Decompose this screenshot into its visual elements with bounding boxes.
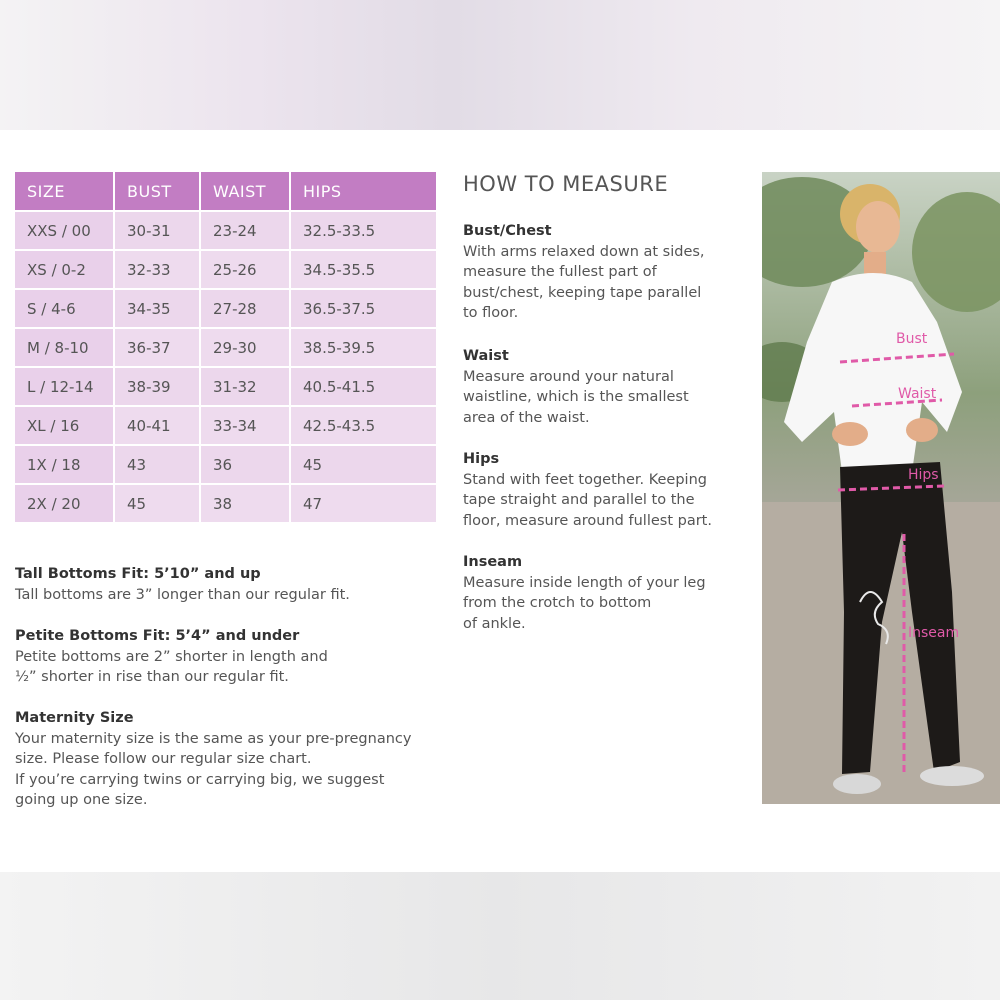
inseam-instruction <box>463 552 753 634</box>
waist-cell: 29-30 <box>200 328 290 367</box>
size-chart-header-row <box>15 172 436 211</box>
hips-cell: 42.5-43.5 <box>290 406 436 445</box>
bust-cell: 34-35 <box>114 289 200 328</box>
column-header-hips: HIPS <box>290 172 436 211</box>
size-chart-table <box>15 172 436 522</box>
bust-cell: 40-41 <box>114 406 200 445</box>
bust-cell: 36-37 <box>114 328 200 367</box>
top-background-band <box>0 0 1000 130</box>
tall-bottoms-body: Tall bottoms are 3” longer than our regular fit. <box>15 586 350 603</box>
hips-photo-label: Hips <box>908 467 939 483</box>
waist-cell: 23-24 <box>200 211 290 250</box>
waist-line-1: Measure around your natural <box>463 368 674 385</box>
waist-instruction <box>463 346 753 428</box>
hips-cell: 45 <box>290 445 436 484</box>
bust-line-2: measure the fullest part of <box>463 264 657 280</box>
column-header-waist: WAIST <box>200 172 290 211</box>
hips-instruction <box>463 449 753 531</box>
inseam-photo-label: Inseam <box>908 625 960 641</box>
hips-instruction-label: Hips <box>463 451 500 467</box>
size-cell: L / 12-14 <box>15 367 114 406</box>
size-cell: XS / 0-2 <box>15 250 114 289</box>
measurement-model-photo <box>762 172 1000 804</box>
petite-line-1: Petite bottoms are 2” shorter in length and <box>15 648 328 665</box>
bust-instruction <box>463 221 753 324</box>
bust-photo-label: Bust <box>896 331 928 347</box>
hips-cell: 47 <box>290 484 436 522</box>
inseam-instruction-label: Inseam <box>463 554 523 570</box>
waist-instruction-label: Waist <box>463 348 509 364</box>
hips-line-3: floor, measure around fullest part. <box>463 512 712 529</box>
maternity-note <box>15 708 455 811</box>
petite-title-rest: : 5’4” and under <box>164 628 300 644</box>
bottom-background-band <box>0 872 1000 1000</box>
table-row <box>15 328 436 367</box>
model-right-hand <box>906 418 938 442</box>
column-header-size: SIZE <box>15 172 114 211</box>
waist-cell: 25-26 <box>200 250 290 289</box>
bust-cell: 30-31 <box>114 211 200 250</box>
model-left-shoe <box>833 774 881 794</box>
model-right-shoe <box>920 766 984 786</box>
waist-cell: 31-32 <box>200 367 290 406</box>
maternity-line-2: size. Please follow our regular size chart. <box>15 751 312 767</box>
hips-line-2: tape straight and parallel to the <box>463 492 695 508</box>
hips-cell: 32.5-33.5 <box>290 211 436 250</box>
bust-cell: 38-39 <box>114 367 200 406</box>
maternity-line-4: going up one size. <box>15 792 148 808</box>
table-row <box>15 211 436 250</box>
tall-bottoms-title: Tall Bottoms Fit: 5’10” and up <box>15 566 261 582</box>
bust-line-4: to floor. <box>463 305 519 321</box>
maternity-title: Maternity Size <box>15 710 134 726</box>
model-illustration <box>762 172 1000 804</box>
waist-cell: 36 <box>200 445 290 484</box>
waist-line-2: waistline, which is the smallest <box>463 389 689 405</box>
maternity-line-3: If you’re carrying twins or carrying big, we suggest <box>15 771 385 788</box>
inseam-line-1: Measure inside length of your leg <box>463 574 706 591</box>
hips-cell: 36.5-37.5 <box>290 289 436 328</box>
table-row <box>15 484 436 522</box>
waist-photo-label: Waist <box>898 386 937 402</box>
table-row <box>15 406 436 445</box>
size-cell: S / 4-6 <box>15 289 114 328</box>
petite-bottoms-note <box>15 626 455 688</box>
size-cell: 2X / 20 <box>15 484 114 522</box>
bust-cell: 45 <box>114 484 200 522</box>
hips-cell: 40.5-41.5 <box>290 367 436 406</box>
model-face <box>856 201 900 253</box>
hips-cell: 34.5-35.5 <box>290 250 436 289</box>
bust-instruction-label: Bust/Chest <box>463 223 552 239</box>
inseam-line-3: of ankle. <box>463 615 526 632</box>
bust-cell: 43 <box>114 445 200 484</box>
inseam-line-2: from the crotch to bottom <box>463 595 652 611</box>
column-header-bust: BUST <box>114 172 200 211</box>
waist-cell: 27-28 <box>200 289 290 328</box>
model-neck <box>864 252 886 274</box>
bust-cell: 32-33 <box>114 250 200 289</box>
waist-cell: 33-34 <box>200 406 290 445</box>
model-left-hand <box>832 422 868 446</box>
table-row <box>15 445 436 484</box>
hips-line-1: Stand with feet together. Keeping <box>463 471 707 488</box>
maternity-line-1: Your maternity size is the same as your pre-pregnancy <box>15 730 412 747</box>
table-row <box>15 289 436 328</box>
waist-cell: 38 <box>200 484 290 522</box>
petite-line-2: ½” shorter in rise than our regular fit. <box>15 669 289 685</box>
size-cell: XXS / 00 <box>15 211 114 250</box>
bust-line-3: bust/chest, keeping tape parallel <box>463 284 702 301</box>
hips-cell: 38.5-39.5 <box>290 328 436 367</box>
how-to-measure-heading: HOW TO MEASURE <box>463 172 669 196</box>
size-cell: 1X / 18 <box>15 445 114 484</box>
waist-line-3: area of the waist. <box>463 409 590 426</box>
petite-title-bold: Petite Bottoms Fit <box>15 628 165 644</box>
size-cell: M / 8-10 <box>15 328 114 367</box>
tall-bottoms-note <box>15 564 455 605</box>
table-row <box>15 250 436 289</box>
table-row <box>15 367 436 406</box>
bust-line-1: With arms relaxed down at sides, <box>463 243 705 260</box>
size-cell: XL / 16 <box>15 406 114 445</box>
petite-bottoms-title <box>15 626 455 647</box>
